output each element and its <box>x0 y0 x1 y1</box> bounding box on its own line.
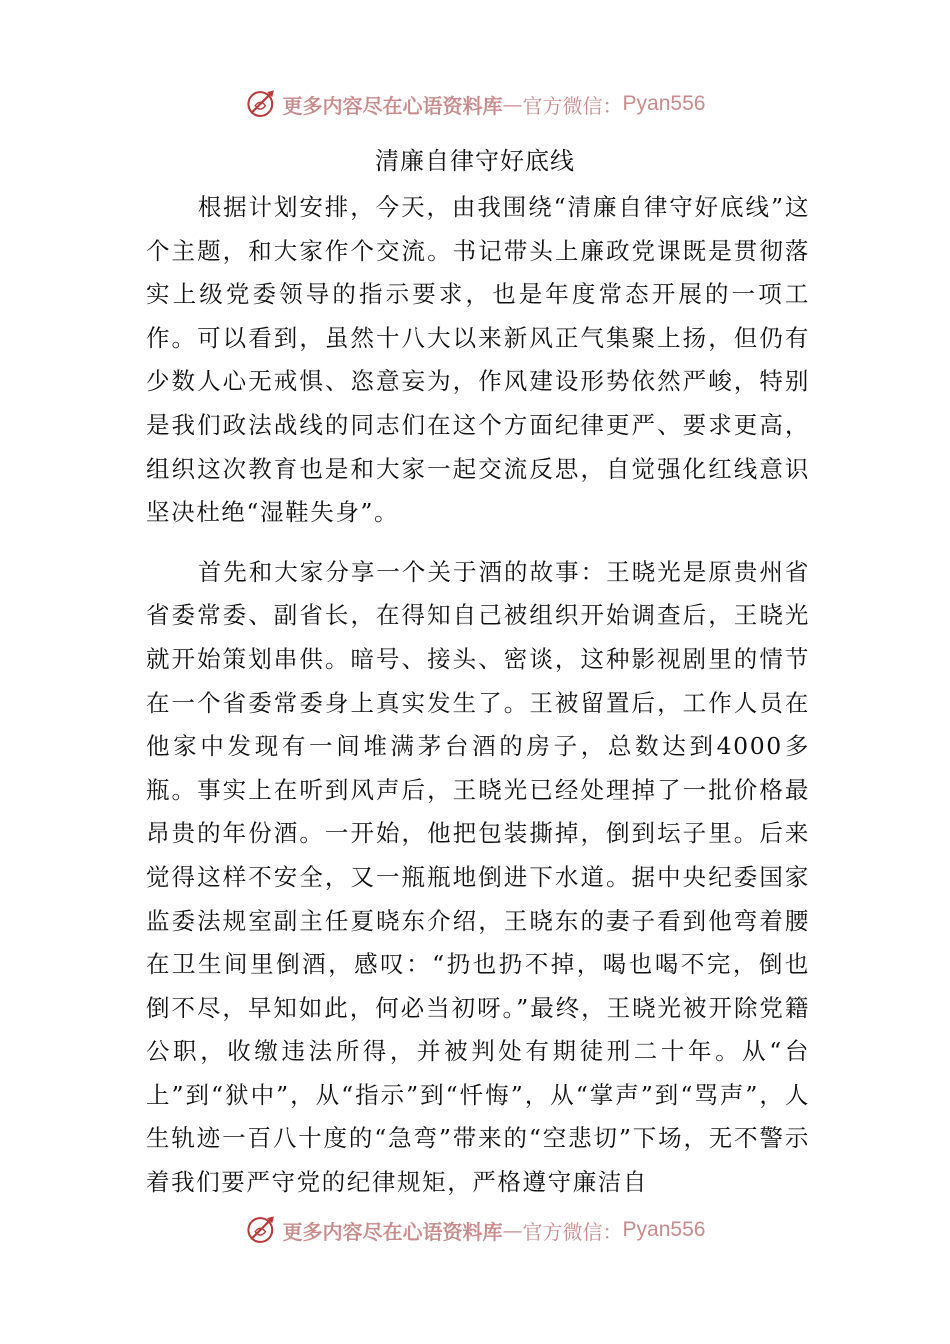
banner-wechat-label: 官方微信： <box>522 93 623 118</box>
banner-wechat-label: 官方微信： <box>522 1219 623 1244</box>
banner-separator: — <box>502 92 523 116</box>
paragraph-intro: 根据计划安排，今天，由我围绕“清廉自律守好底线”这个主题，和大家作个交流。书记带头上廉政党课既是贯彻落实上级党委领导的指示要求，也是年度常态开展的一项工作。可以看到，虽然十八大以来新风正气集聚上扬，但仍有少数人心无戒惧、恣意妄为，作风建设形势依然严峻，特别是我们政法战线的同志们在这个方面纪律更严、要求更高，组织这次教育也是和大家一起交流反思，自觉强化红线意识坚决杜绝“湿鞋失身”。 <box>146 193 810 527</box>
footer-banner <box>0 1208 950 1252</box>
document-title: 清廉自律守好底线 <box>375 147 575 175</box>
banner-text: 更多内容尽在心语资料库 <box>282 1219 503 1244</box>
banner-wechat-id: Pyan556 <box>622 92 706 115</box>
pen-logo-icon <box>245 87 279 121</box>
paragraph-story: 首先和大家分享一个关于酒的故事：王晓光是原贵州省省委常委、副省长，在得知自己被组织开始调查后，王晓光就开始策划串供。暗号、接头、密谈，这种影视剧里的情节在一个省委常委身上真实发生了。王被留置后，工作人员在他家中发现有一间堆满茅台酒的房子，总数达到4000多瓶。事实上在听到风声后，王晓光已经处理掉了一批价格最昂贵的年份酒。一开始，他把包装撕掉，倒到坛子里。后来觉得这样不安全，又一瓶瓶地倒进下水道。据中央纪委国家监委法规室副主任夏晓东介绍，王晓东的妻子看到他弯着腰在卫生间里倒酒，感叹：“扔也扔不掉，喝也喝不完，倒也倒不尽，早知如此，何必当初呀。”最终，王晓光被开除党籍公职，收缴违法所得，并被判处有期徒刑二十年。从“台上”到“狱中”，从“指示”到“忏悔”，从“掌声”到“骂声”，人生轨迹一百八十度的“急弯”带来的“空悲切”下场，无不警示着我们要严守党的纪律规矩，严格遵守廉洁自 <box>146 557 810 1197</box>
banner-text: 更多内容尽在心语资料库 <box>282 93 503 118</box>
header-banner <box>0 82 950 126</box>
pen-logo-icon <box>245 1213 279 1247</box>
document-body <box>146 186 810 1205</box>
banner-separator: — <box>502 1218 523 1242</box>
banner-wechat-id: Pyan556 <box>622 1218 706 1241</box>
